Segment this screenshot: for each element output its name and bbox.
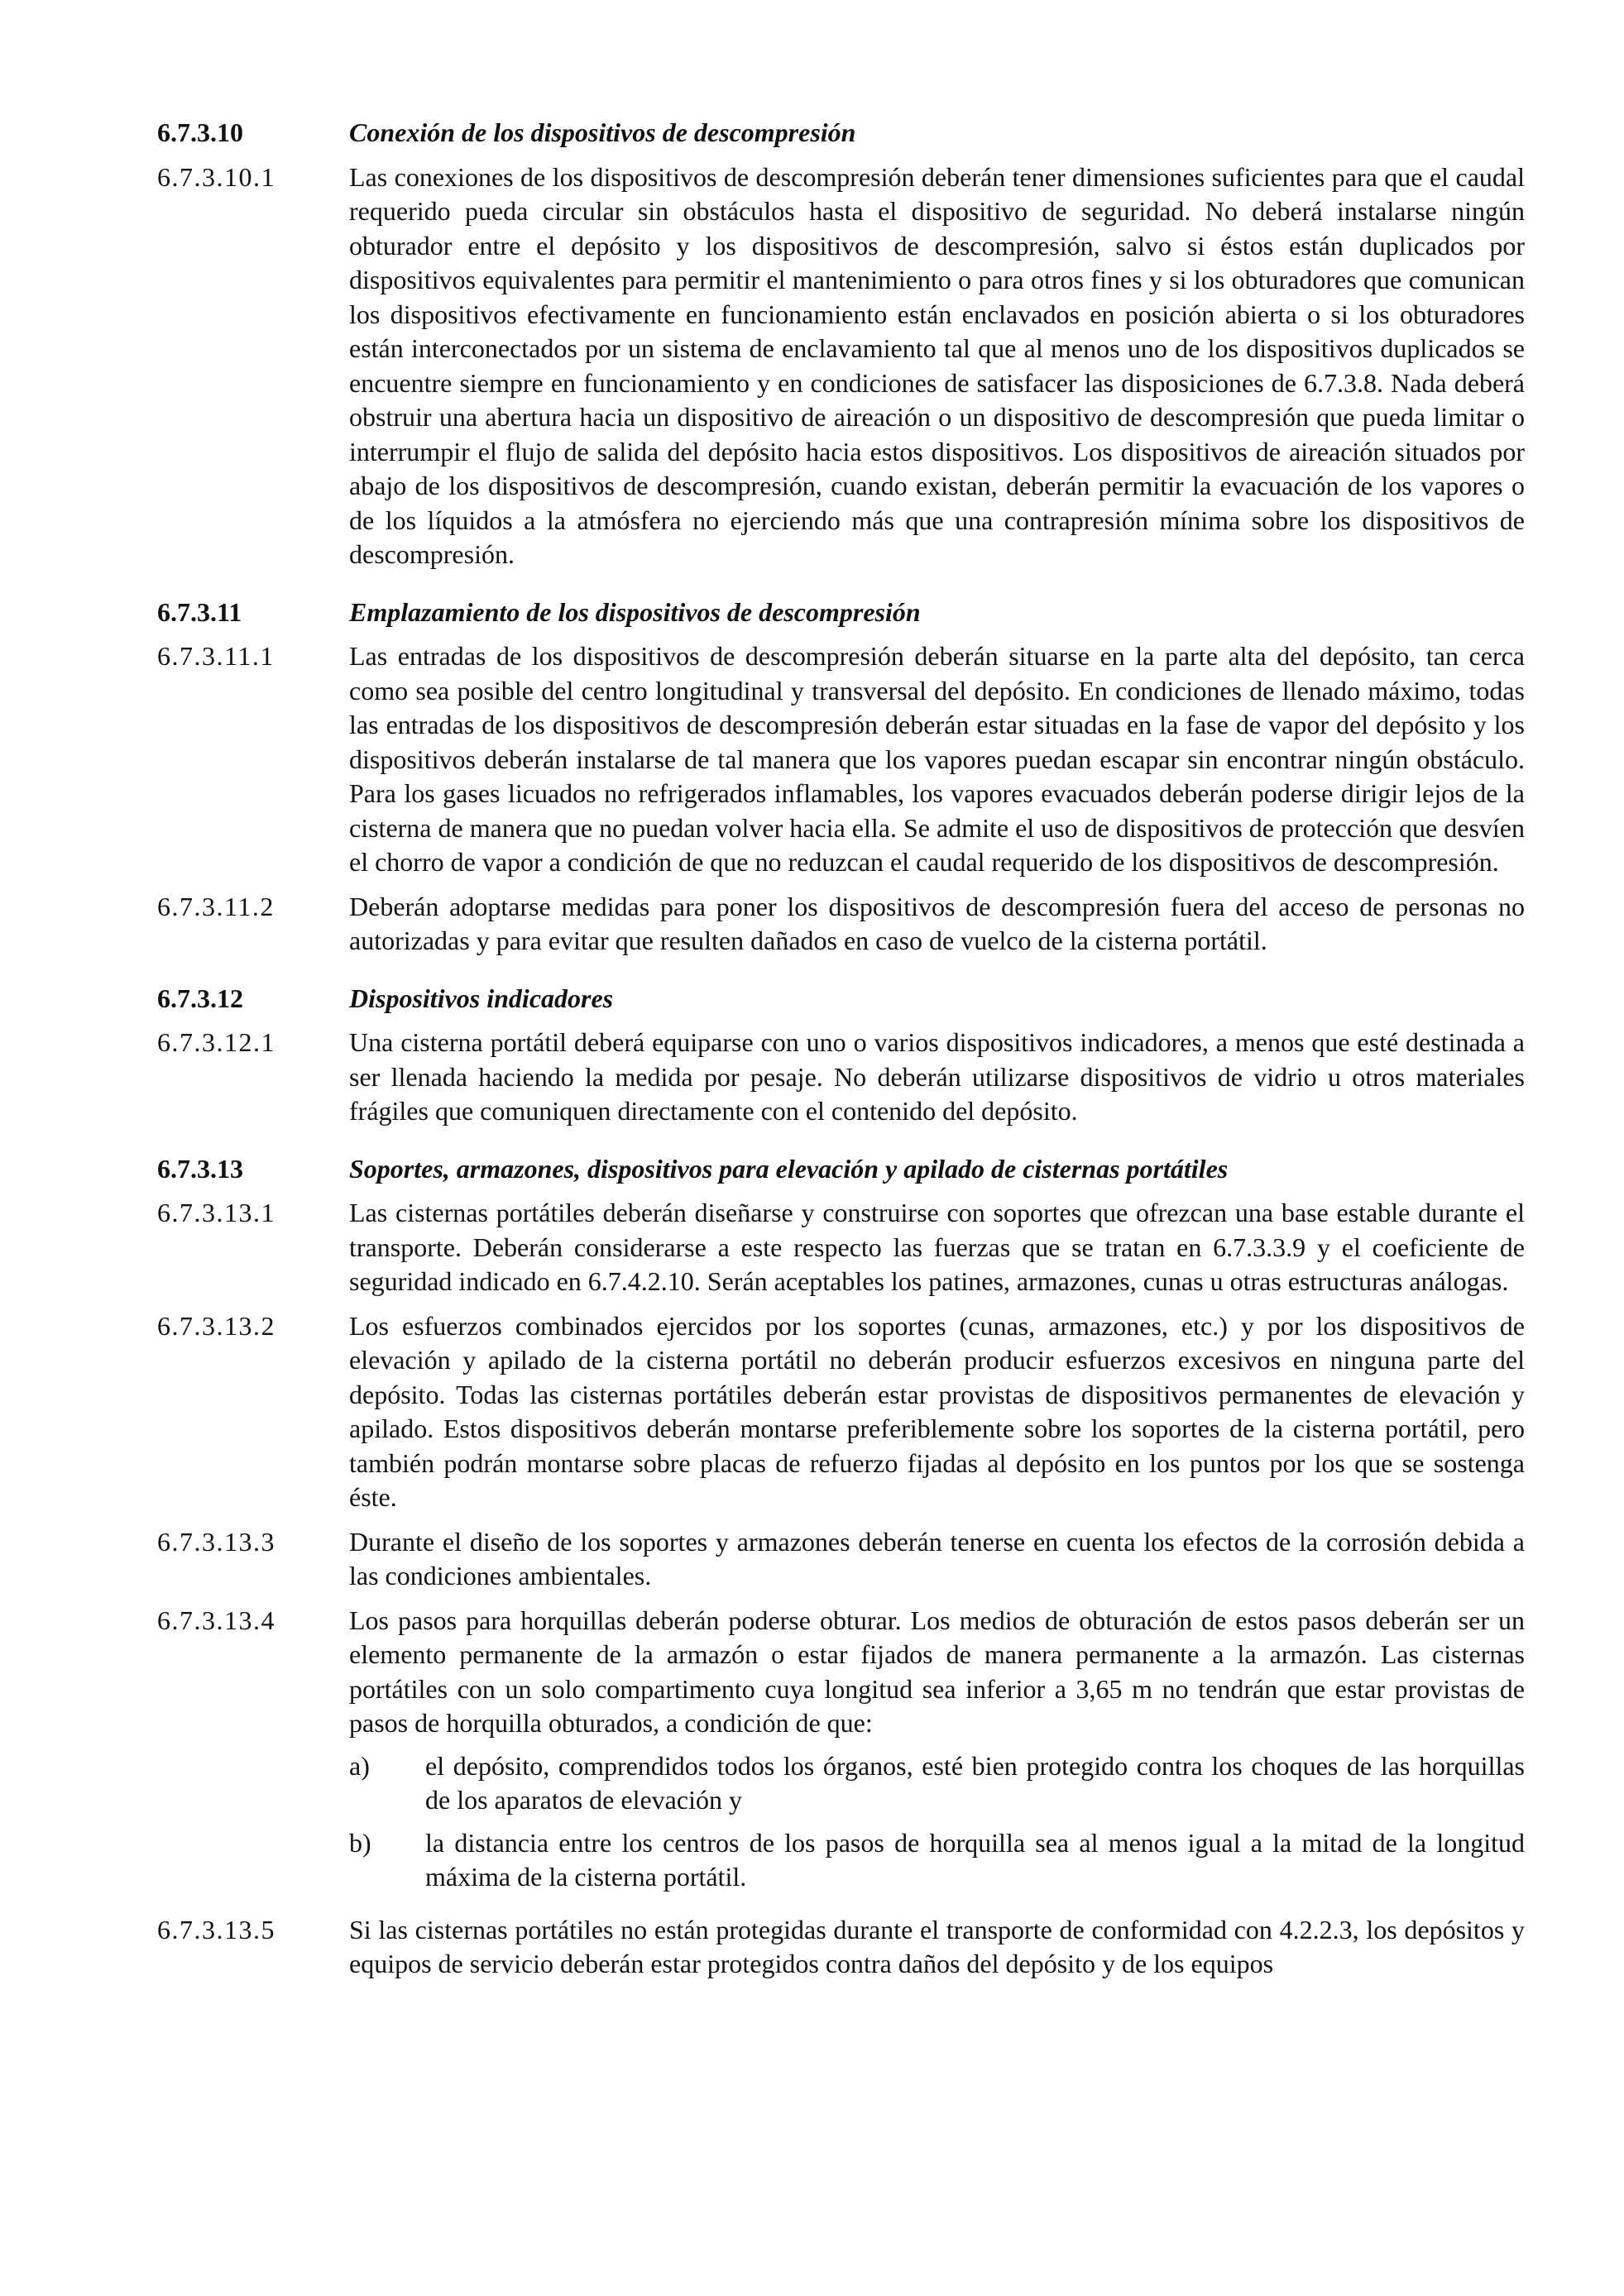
paragraph-text: Los pasos para horquillas deberán poderse obturar. Los medios de obturación de estos pasos deberán ser un elemento permanente de la armazón o estar fijados de manera permanente a la armazón. Las cisternas portátiles con un solo compartimento cuya longitud sea inferior a 3,65 m no tendrán que estar provistas de pasos de horquilla obturados, a condición de que:	[349, 1605, 1525, 1738]
paragraph-text: Una cisterna portátil deberá equiparse con uno o varios dispositivos indicadores, a menos que esté destinada a ser llenada haciendo la medida por pesaje. No deberán utilizarse dispositivos de vidrio u otros materiales frágiles que comuniquen directamente con el contenido del depósito.	[349, 1027, 1525, 1126]
list-item	[349, 1826, 1525, 1895]
paragraph	[157, 1913, 1525, 1982]
paragraph-number: 6.7.3.13.2	[157, 1310, 275, 1341]
paragraph-text: Si las cisternas portátiles no están protegidas durante el transporte de conformidad con 4.2.2.3, los depósitos y equipos de servicio deberán estar protegidos contra daños del depósito y de los equipos	[349, 1914, 1525, 1978]
paragraph-text: Durante el diseño de los soportes y armazones deberán tenerse en cuenta los efectos de la corrosión debida a las condiciones ambientales.	[349, 1526, 1525, 1590]
paragraph-text: Las conexiones de los dispositivos de descompresión deberán tener dimensiones suficientes para que el caudal requerido pueda circular sin obstáculos hasta el dispositivo de seguridad. No deberá instalarse ningún obturador entre el depósito y los dispositivos de descompresión, salvo si éstos están duplicados por dispositivos equivalentes para permitir el mantenimiento o para otros fines y si los obturadores que comunican los dispositivos efectivamente en funcionamiento están enclavados en posición abierta o si los obturadores están interconectados por un sistema de enclavamiento tal que al menos uno de los dispositivos duplicados se encuentre siempre en funcionamiento y en condiciones de satisfacer las disposiciones de 6.7.3.8. Nada deberá obstruir una abertura hacia un dispositivo de aireación o un dispositivo de descompresión que pueda limitar o interrumpir el flujo de salida del depósito hacia estos dispositivos. Los dispositivos de aireación situados por abajo de los dispositivos de descompresión, cuando existan, deberán permitir la evacuación de los vapores o de los líquidos a la atmósfera no ejerciendo más que una contrapresión mínima sobre los dispositivos de descompresión.	[349, 161, 1525, 569]
paragraph-text: Deberán adoptarse medidas para poner los dispositivos de descompresión fuera del acceso de personas no autorizadas y para evitar que resulten dañados en caso de vuelco de la cisterna portátil.	[349, 891, 1525, 955]
section-number: 6.7.3.11	[157, 596, 242, 627]
paragraph	[157, 1309, 1525, 1515]
paragraph-text: Los esfuerzos combinados ejercidos por los soportes (cunas, armazones, etc.) y por los dispositivos de elevación y apilado de la cisterna portátil no deberán producir esfuerzos excesivos en ninguna parte del depósito. Todas las cisternas portátiles deberán estar provistas de dispositivos permanentes de elevación y apilado. Estos dispositivos deberán montarse preferiblemente sobre los soportes de la cisterna portátil, pero también podrán montarse sobre placas de refuerzo fijadas al depósito en los puntos por los que se sostenga éste.	[349, 1310, 1525, 1512]
list-item	[349, 1749, 1525, 1818]
section-heading	[157, 116, 1525, 151]
section-heading	[157, 1152, 1525, 1187]
paragraph-text: Las cisternas portátiles deberán diseñarse y construirse con soportes que ofrezcan una base estable durante el transporte. Deberán considerarse a este respecto las fuerzas que se tratan en 6.7.3.3.9 y el coeficiente de seguridad indicado en 6.7.4.2.10. Serán aceptables los patines, armazones, cunas u otras estructuras análogas.	[349, 1198, 1525, 1296]
section-heading	[157, 596, 1525, 630]
sub-item-list	[349, 1749, 1525, 1895]
paragraph	[157, 1196, 1525, 1299]
list-item-text: el depósito, comprendidos todos los órganos, esté bien protegido contra los choques de las horquillas de los aparatos de elevación y	[425, 1750, 1525, 1815]
paragraph-text: Las entradas de los dispositivos de descompresión deberán situarse en la parte alta del depósito, tan cerca como sea posible del centro longitudinal y transversal del depósito. En condiciones de llenado máximo, todas las entradas de los dispositivos de descompresión deberán estar situadas en la fase de vapor del depósito y los dispositivos deberán instalarse de tal manera que los vapores puedan escapar sin encontrar ningún obstáculo. Para los gases licuados no refrigerados inflamables, los vapores evacuados deberán poderse dirigir lejos de la cisterna de manera que no puedan volver hacia ella. Se admite el uso de dispositivos de protección que desvíen el chorro de vapor a condición de que no reduzcan el caudal requerido de los dispositivos de descompresión.	[349, 641, 1525, 877]
paragraph-number: 6.7.3.13.3	[157, 1526, 275, 1557]
section-number: 6.7.3.12	[157, 983, 243, 1013]
paragraph	[157, 160, 1525, 572]
list-item-text: la distancia entre los centros de los pasos de horquilla sea al menos igual a la mitad de la longitud máxima de la cisterna portátil.	[425, 1827, 1525, 1892]
list-item-label: a)	[349, 1750, 370, 1781]
paragraph-body	[349, 1604, 1525, 1903]
paragraph	[157, 639, 1525, 880]
section-title: Dispositivos indicadores	[349, 983, 614, 1013]
paragraph-number: 6.7.3.13.4	[157, 1605, 275, 1635]
paragraph-number: 6.7.3.13.1	[157, 1198, 275, 1227]
section-title: Conexión de los dispositivos de descompresión	[349, 117, 856, 147]
paragraph-number: 6.7.3.11.2	[157, 891, 275, 921]
paragraph-number: 6.7.3.10.1	[157, 161, 275, 192]
section-number: 6.7.3.13	[157, 1153, 243, 1184]
paragraph	[157, 1604, 1525, 1903]
section-title: Soportes, armazones, dispositivos para elevación y apilado de cisternas portátiles	[349, 1153, 1229, 1184]
list-item-label: b)	[349, 1827, 371, 1858]
section-heading	[157, 982, 1525, 1016]
section-title: Emplazamiento de los dispositivos de descompresión	[349, 596, 921, 627]
paragraph	[157, 1525, 1525, 1594]
paragraph-number: 6.7.3.12.1	[157, 1027, 275, 1057]
paragraph-number: 6.7.3.13.5	[157, 1914, 275, 1944]
paragraph	[157, 1026, 1525, 1129]
paragraph-number: 6.7.3.11.1	[157, 641, 275, 671]
section-number: 6.7.3.10	[157, 117, 243, 147]
paragraph	[157, 890, 1525, 959]
